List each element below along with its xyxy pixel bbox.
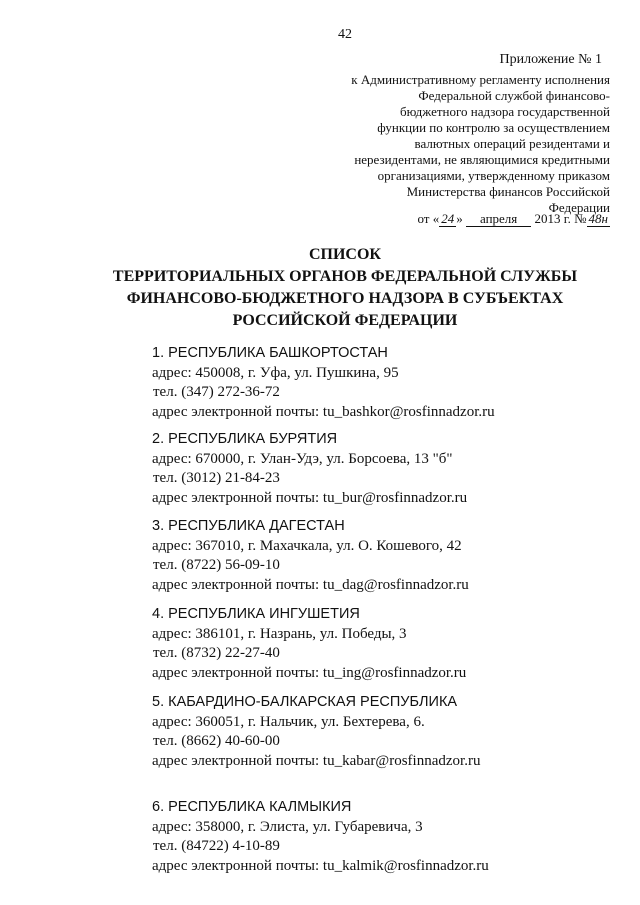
territorial-body-entry — [152, 605, 466, 683]
entry-address: адрес: 450008, г. Уфа, ул. Пушкина, 95 — [152, 364, 399, 381]
date-year: 2013 г. № — [534, 211, 587, 226]
heading-line: ТЕРРИТОРИАЛЬНЫХ ОРГАНОВ ФЕДЕРАЛЬНОЙ СЛУЖБЫ — [112, 268, 578, 285]
territorial-body-entry — [152, 517, 469, 595]
entry-address: адрес: 360051, г. Нальчик, ул. Бехтерева, 6. — [152, 713, 425, 730]
document-heading — [0, 244, 640, 332]
appendix-reference — [310, 72, 610, 216]
entry-name: 1. РЕСПУБЛИКА БАШКОРТОСТАН — [152, 345, 388, 361]
entry-email: адрес электронной почты: tu_dag@rosfinnadzor.ru — [152, 576, 469, 593]
entry-email: адрес электронной почты: tu_ing@rosfinnadzor.ru — [152, 664, 467, 681]
page-number: 42 — [338, 27, 352, 42]
date-day: 24 — [441, 211, 455, 226]
entry-email: адрес электронной почты: tu_bur@rosfinnadzor.ru — [152, 489, 468, 506]
entry-name: 3. РЕСПУБЛИКА ДАГЕСТАН — [152, 518, 345, 534]
entry-phone: тел. (8662) 40-60-00 — [153, 733, 280, 749]
appendix-title: Приложение № 1 — [499, 52, 602, 67]
entry-phone: тел. (347) 272-36-72 — [153, 384, 280, 400]
entry-address: адрес: 670000, г. Улан-Удэ, ул. Борсоева, 13 "б" — [152, 450, 453, 467]
entry-phone: тел. (8732) 22-27-40 — [153, 645, 280, 661]
heading-line: РОССИЙСКОЙ ФЕДЕРАЦИИ — [232, 312, 458, 329]
appendix-line: организациями, утвержденному приказом — [377, 168, 610, 183]
entry-address: адрес: 367010, г. Махачкала, ул. О. Кошевого, 42 — [152, 537, 462, 554]
territorial-body-entry — [152, 344, 495, 422]
appendix-line: к Административному регламенту исполнения — [351, 72, 610, 87]
entry-name: 2. РЕСПУБЛИКА БУРЯТИЯ — [152, 431, 338, 447]
territorial-body-entry — [152, 693, 480, 771]
appendix-line: функции по контролю за осуществлением — [377, 120, 610, 135]
entry-phone: тел. (3012) 21-84-23 — [153, 470, 280, 486]
entry-email: адрес электронной почты: tu_kalmik@rosfinnadzor.ru — [152, 857, 489, 874]
entry-name: 4. РЕСПУБЛИКА ИНГУШЕТИЯ — [152, 606, 360, 622]
entry-email: адрес электронной почты: tu_bashkor@rosfinnadzor.ru — [152, 403, 495, 420]
appendix-line: Федеральной службой финансово- — [418, 88, 610, 103]
appendix-line: бюджетного надзора государственной — [400, 104, 610, 119]
entry-email: адрес электронной почты: tu_kabar@rosfinnadzor.ru — [152, 752, 481, 769]
order-number: 48н — [588, 211, 608, 226]
appendix-line: валютных операций резидентами и — [414, 136, 610, 151]
date-month: апреля — [466, 212, 531, 227]
territorial-body-entry — [152, 430, 467, 508]
entry-address: адрес: 358000, г. Элиста, ул. Губаревича, 3 — [152, 818, 423, 835]
appendix-line: Министерства финансов Российской — [406, 184, 610, 199]
territorial-body-entry — [152, 798, 489, 876]
appendix-line: нерезидентами, не являющимися кредитными — [354, 152, 610, 167]
entry-phone: тел. (84722) 4-10-89 — [153, 838, 280, 854]
date-prefix: от « — [417, 211, 440, 226]
date-mid: » — [456, 211, 463, 226]
entry-name: 6. РЕСПУБЛИКА КАЛМЫКИЯ — [152, 799, 352, 815]
entry-phone: тел. (8722) 56-09-10 — [153, 557, 280, 573]
entry-address: адрес: 386101, г. Назрань, ул. Победы, 3 — [152, 625, 407, 642]
heading-line: ФИНАНСОВО-БЮДЖЕТНОГО НАДЗОРА В СУБЪЕКТАХ — [126, 290, 564, 307]
heading-line: СПИСОК — [308, 246, 382, 263]
appendix-line: Федерации — [548, 200, 610, 215]
entry-name: 5. КАБАРДИНО-БАЛКАРСКАЯ РЕСПУБЛИКА — [152, 694, 458, 710]
order-date-line — [417, 211, 610, 227]
